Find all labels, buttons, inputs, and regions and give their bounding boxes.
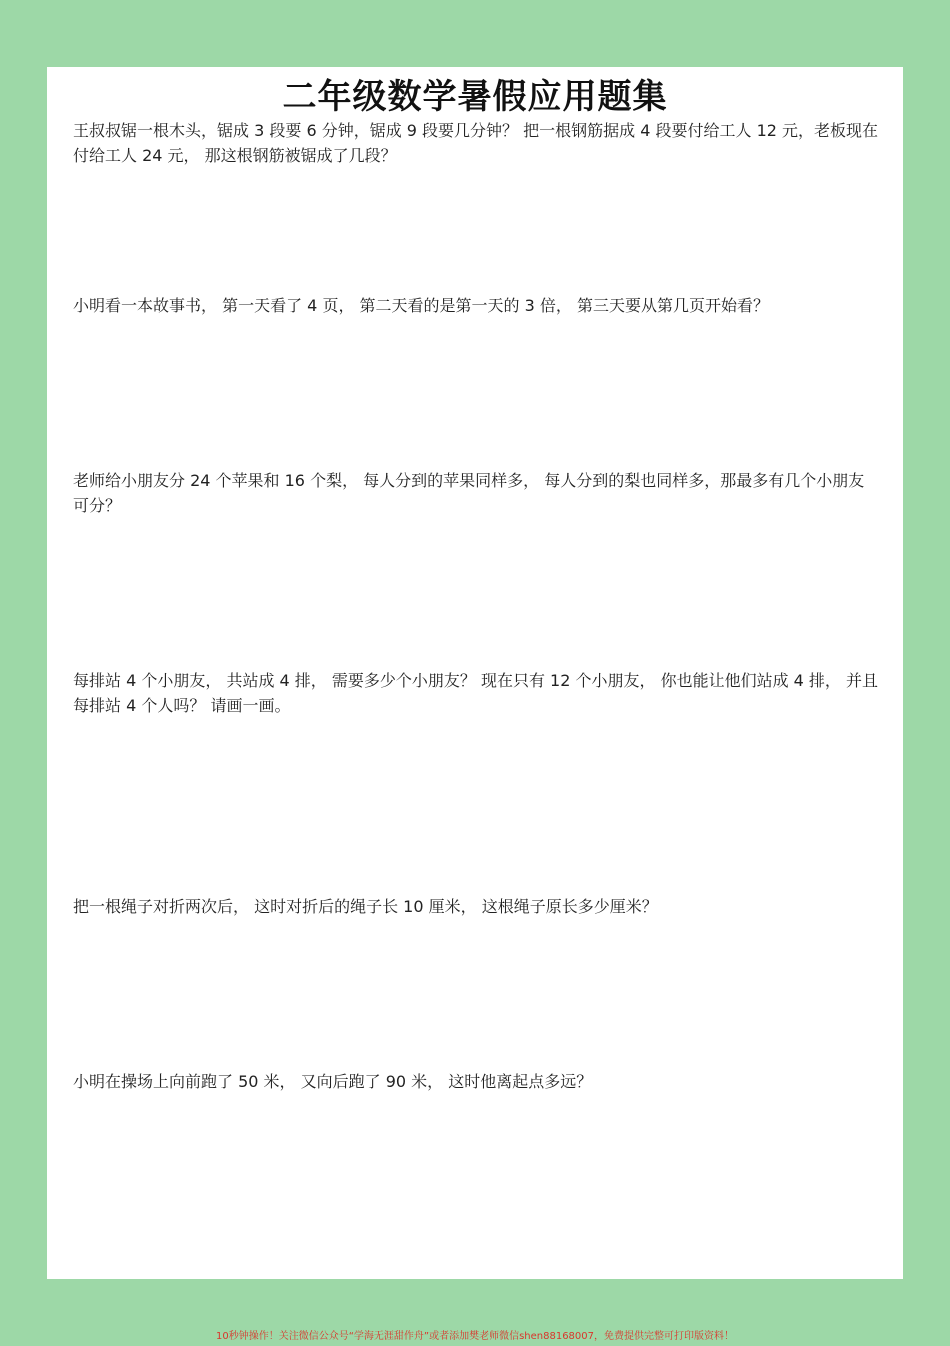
question-4: 每排站 4 个小朋友， 共站成 4 排， 需要多少个小朋友？ 现在只有 12 个小朋友， 你也能让他们站成 4 排， 并且每排站 4 个人吗？ 请画一画。 bbox=[73, 671, 879, 715]
question-2: 小明看一本故事书， 第一天看了 4 页， 第二天看的是第一天的 3 倍， 第三天要从第几页开始看？ bbox=[73, 296, 769, 315]
question-3: 老师给小朋友分 24 个苹果和 16 个梨， 每人分到的苹果同样多， 每人分到的梨也同样多，那最多有几个小朋友可分？ bbox=[73, 471, 865, 515]
question-6: 小明在操场上向前跑了 50 米， 又向后跑了 90 米， 这时他离起点多远？ bbox=[73, 1072, 593, 1091]
question-5: 把一根绳子对折两次后， 这时对折后的绳子长 10 厘米， 这根绳子原长多少厘米？ bbox=[73, 897, 658, 916]
worksheet-page bbox=[47, 67, 903, 1279]
footer-notice: 10秒钟操作！关注微信公众号“学海无涯甜作舟”或者添加樊老师微信shen88168007，免费提供完整可打印版资料！ bbox=[215, 1331, 735, 1342]
question-1: 王叔叔锯一根木头，锯成 3 段要 6 分钟，锯成 9 段要几分钟？ 把一根钢筋据成 4 段要付给工人 12 元，老板现在付给工人 24 元， 那这根钢筋被锯成了几段？ bbox=[73, 121, 879, 165]
page-title: 二年级数学暑假应用题集 bbox=[282, 77, 668, 117]
